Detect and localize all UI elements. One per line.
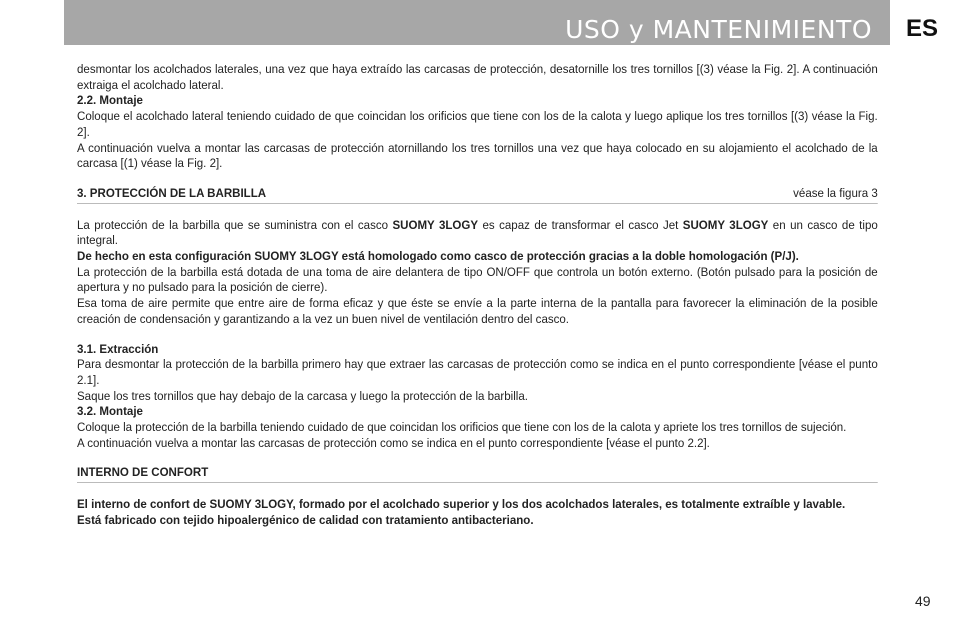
text-run: es capaz de transformar el casco Jet — [478, 217, 683, 232]
paragraph: A continuación vuelva a montar las carcasas de protección como se indica en el punto correspondiente [véase el punto 2.2]. — [77, 435, 710, 450]
page-number: 49 — [915, 593, 931, 609]
section-title: INTERNO DE CONFORT — [77, 465, 209, 480]
paragraph: Para desmontar la protección de la barbilla primero hay que extraer las carcasas de protección como se indica en el punto correspondiente [véase el punto 2.1]. — [77, 357, 878, 387]
brand-name: SUOMY 3LOGY — [392, 217, 479, 232]
paragraph: Coloque la protección de la barbilla teniendo cuidado de que coincidan los orificios que tiene con los de la calota y apriete los tres tornillos de sujeción. — [77, 420, 847, 435]
paragraph-bold: El interno de confort de SUOMY 3LOGY, formado por el acolchado superior y los dos acolchados laterales, es totalmente extraíble y lavable. — [77, 497, 846, 512]
subsection-title: 2.2. Montaje — [77, 93, 143, 108]
text-run: La protección de la barbilla que se suministra con el casco — [77, 217, 393, 232]
paragraph: A continuación vuelva a montar las carcasas de protección atornillando los tres tornillos una vez que haya colocado en su alojamiento el acolchado de la carcasa [(1) véase la Fig. 2]. — [77, 140, 878, 171]
paragraph — [77, 218, 878, 249]
document-body — [77, 62, 878, 529]
language-code: ES — [906, 15, 939, 42]
paragraph: desmontar los acolchados laterales, una vez que haya extraído las carcasas de protección, desatornille los tres tornillos [(3) véase la Fig. 2]. A continuación extraiga el acolchado lateral. — [77, 62, 878, 92]
spacer — [77, 204, 878, 218]
brand-name: SUOMY 3LOGY — [682, 217, 769, 232]
spacer — [77, 483, 878, 497]
section-heading — [77, 186, 878, 204]
paragraph-bold: De hecho en esta configuración SUOMY 3LOGY está homologado como casco de protección gracias a la doble homologación (P/J). — [77, 249, 799, 264]
subsection-title: 3.1. Extracción — [77, 341, 159, 356]
page-title: USO y MANTENIMIENTO — [565, 15, 872, 44]
figure-reference: véase la figura 3 — [793, 185, 878, 200]
paragraph: Saque los tres tornillos que hay debajo de la carcasa y luego la protección de la barbilla. — [77, 388, 528, 403]
section-heading — [77, 465, 878, 483]
text-run: en un casco de tipo integral. — [77, 217, 878, 248]
spacer — [77, 328, 878, 342]
paragraph-bold: Está fabricado con tejido hipoalergénico de calidad con tratamiento antibacteriano. — [77, 512, 534, 527]
subsection-title: 3.2. Montaje — [77, 404, 143, 419]
paragraph: Esa toma de aire permite que entre aire de forma eficaz y que éste se envíe a la parte interna de la pantalla para favorecer la eliminación de la posible creación de condensación y garantizando a la vez un buen nivel de ventilación dentro del casco. — [77, 296, 878, 326]
header-bar — [64, 0, 890, 45]
paragraph: Coloque el acolchado lateral teniendo cuidado de que coincidan los orificios que tiene con los de la calota y luego aplique los tres tornillos [(3) véase la Fig. 2]. — [77, 109, 878, 139]
paragraph: La protección de la barbilla está dotada de una toma de aire delantera de tipo ON/OFF que controla un botón externo. (Botón pulsado para la posición de apertura y no pulsado para la posición de cierre). — [77, 264, 878, 295]
section-title: 3. PROTECCIÓN DE LA BARBILLA — [77, 185, 267, 200]
